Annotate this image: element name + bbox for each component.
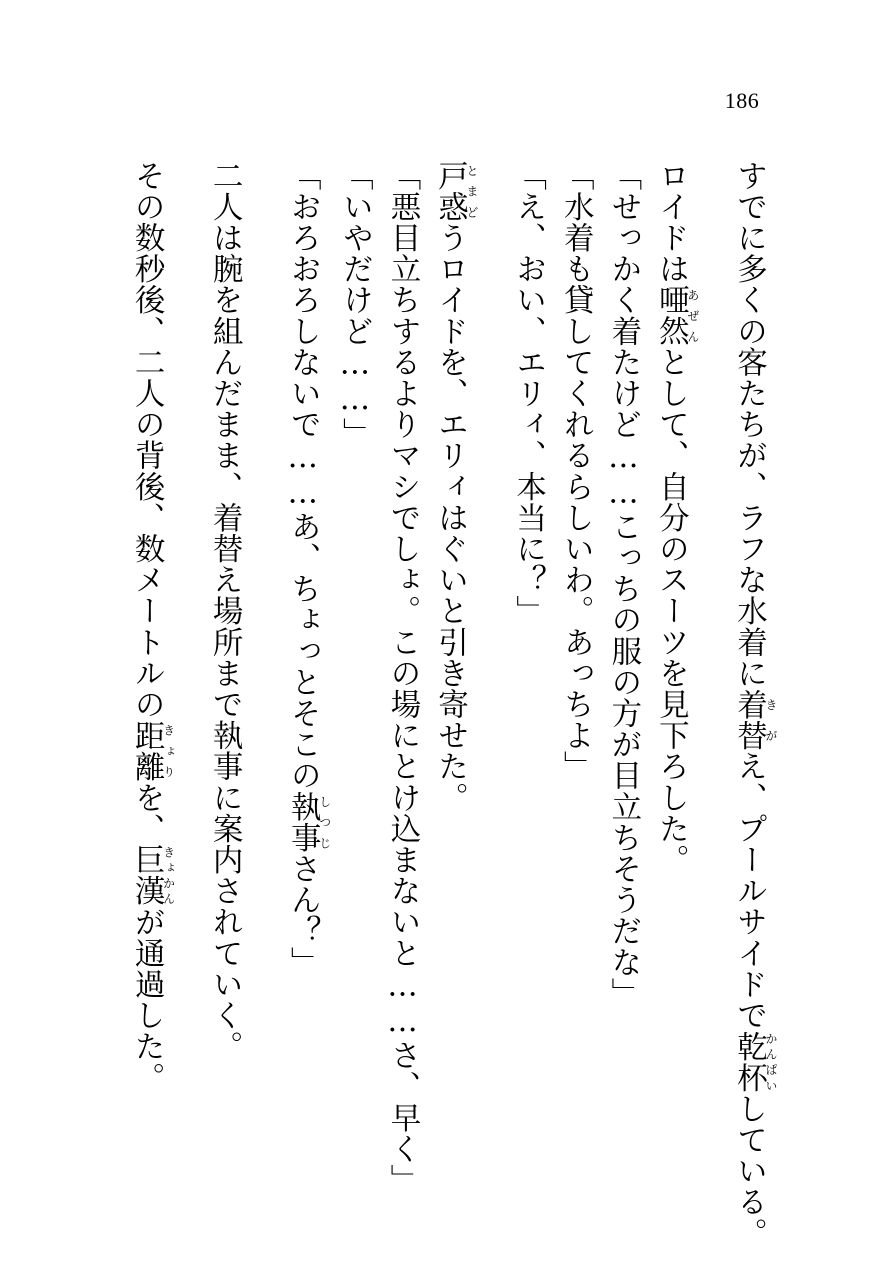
page-number: 186 <box>724 88 760 113</box>
text-run: 「いやだけど……」 <box>337 160 373 449</box>
dialogue-line <box>378 160 426 1196</box>
text-run: すでに多くの客たちが、ラフな水着に <box>731 160 767 689</box>
furigana-reading: しつじ <box>317 791 332 854</box>
text-run: 「せっかく着たけど……こっちの服の方が目立ちそうだな」 <box>605 160 641 1009</box>
furigana-reading: きょり <box>161 719 176 782</box>
dialogue-line <box>599 160 647 1180</box>
text-line <box>426 160 504 1180</box>
furigana-reading: きが <box>764 688 778 751</box>
ruby-annotated-word: 戸惑とまど <box>432 160 480 223</box>
section-break-stars <box>0 160 122 1180</box>
text-run: その数秒後、二人の背後、数メートルの <box>129 160 165 720</box>
text-run: え、プールサイドで <box>731 750 767 1031</box>
furigana-reading: かんぱい <box>764 1030 778 1093</box>
text-line <box>201 160 279 1180</box>
text-run: 「悪目立ちするよりマシでしょ。この場にとけ込まないと……さ、早く」 <box>384 160 420 1196</box>
text-line <box>725 160 778 1249</box>
dialogue-line <box>279 160 331 1180</box>
text-run: さん？」 <box>285 853 321 978</box>
text-run: 二人は腕を組んだまま、着替え場所まで執事に案内されていく。 <box>207 160 243 1062</box>
furigana-reading: あぜん <box>685 284 700 347</box>
text-run: している。 <box>731 1093 767 1249</box>
text-line <box>122 160 200 1180</box>
ruby-annotated-word: 執事しつじ <box>285 791 332 854</box>
ruby-annotated-word: 距離きょり <box>129 719 176 783</box>
text-run: として、自分のスーツを見下ろした。 <box>653 346 689 876</box>
furigana-reading: とまど <box>465 160 480 223</box>
dialogue-line <box>552 160 600 1180</box>
ruby-annotated-word: 唖然あぜん <box>653 284 700 347</box>
text-run: 「水着も貸してくれるらしいわ。あっちよ」 <box>558 160 594 782</box>
ruby-annotated-word: 巨漢きょかん <box>129 844 176 907</box>
text-run: 「おろおろしないで……あ、ちょっとそこの <box>285 160 321 791</box>
text-line <box>647 160 725 1180</box>
dialogue-line <box>504 160 552 1180</box>
text-run: 「え、おい、エリィ、本当に？」 <box>510 160 546 627</box>
text-run: を、 <box>129 782 165 845</box>
text-run: が通過した。 <box>129 906 165 1094</box>
text-run: うロイドを、エリィはぐいと引き寄せた。 <box>432 222 468 814</box>
furigana-reading: きょかん <box>161 844 176 907</box>
dialogue-line <box>331 160 379 1180</box>
ruby-annotated-word: 乾杯かんぱい <box>731 1030 778 1094</box>
text-run: ロイドは <box>653 160 689 285</box>
ruby-annotated-word: 着替きが <box>731 688 778 751</box>
vertical-text-body <box>0 160 778 1249</box>
